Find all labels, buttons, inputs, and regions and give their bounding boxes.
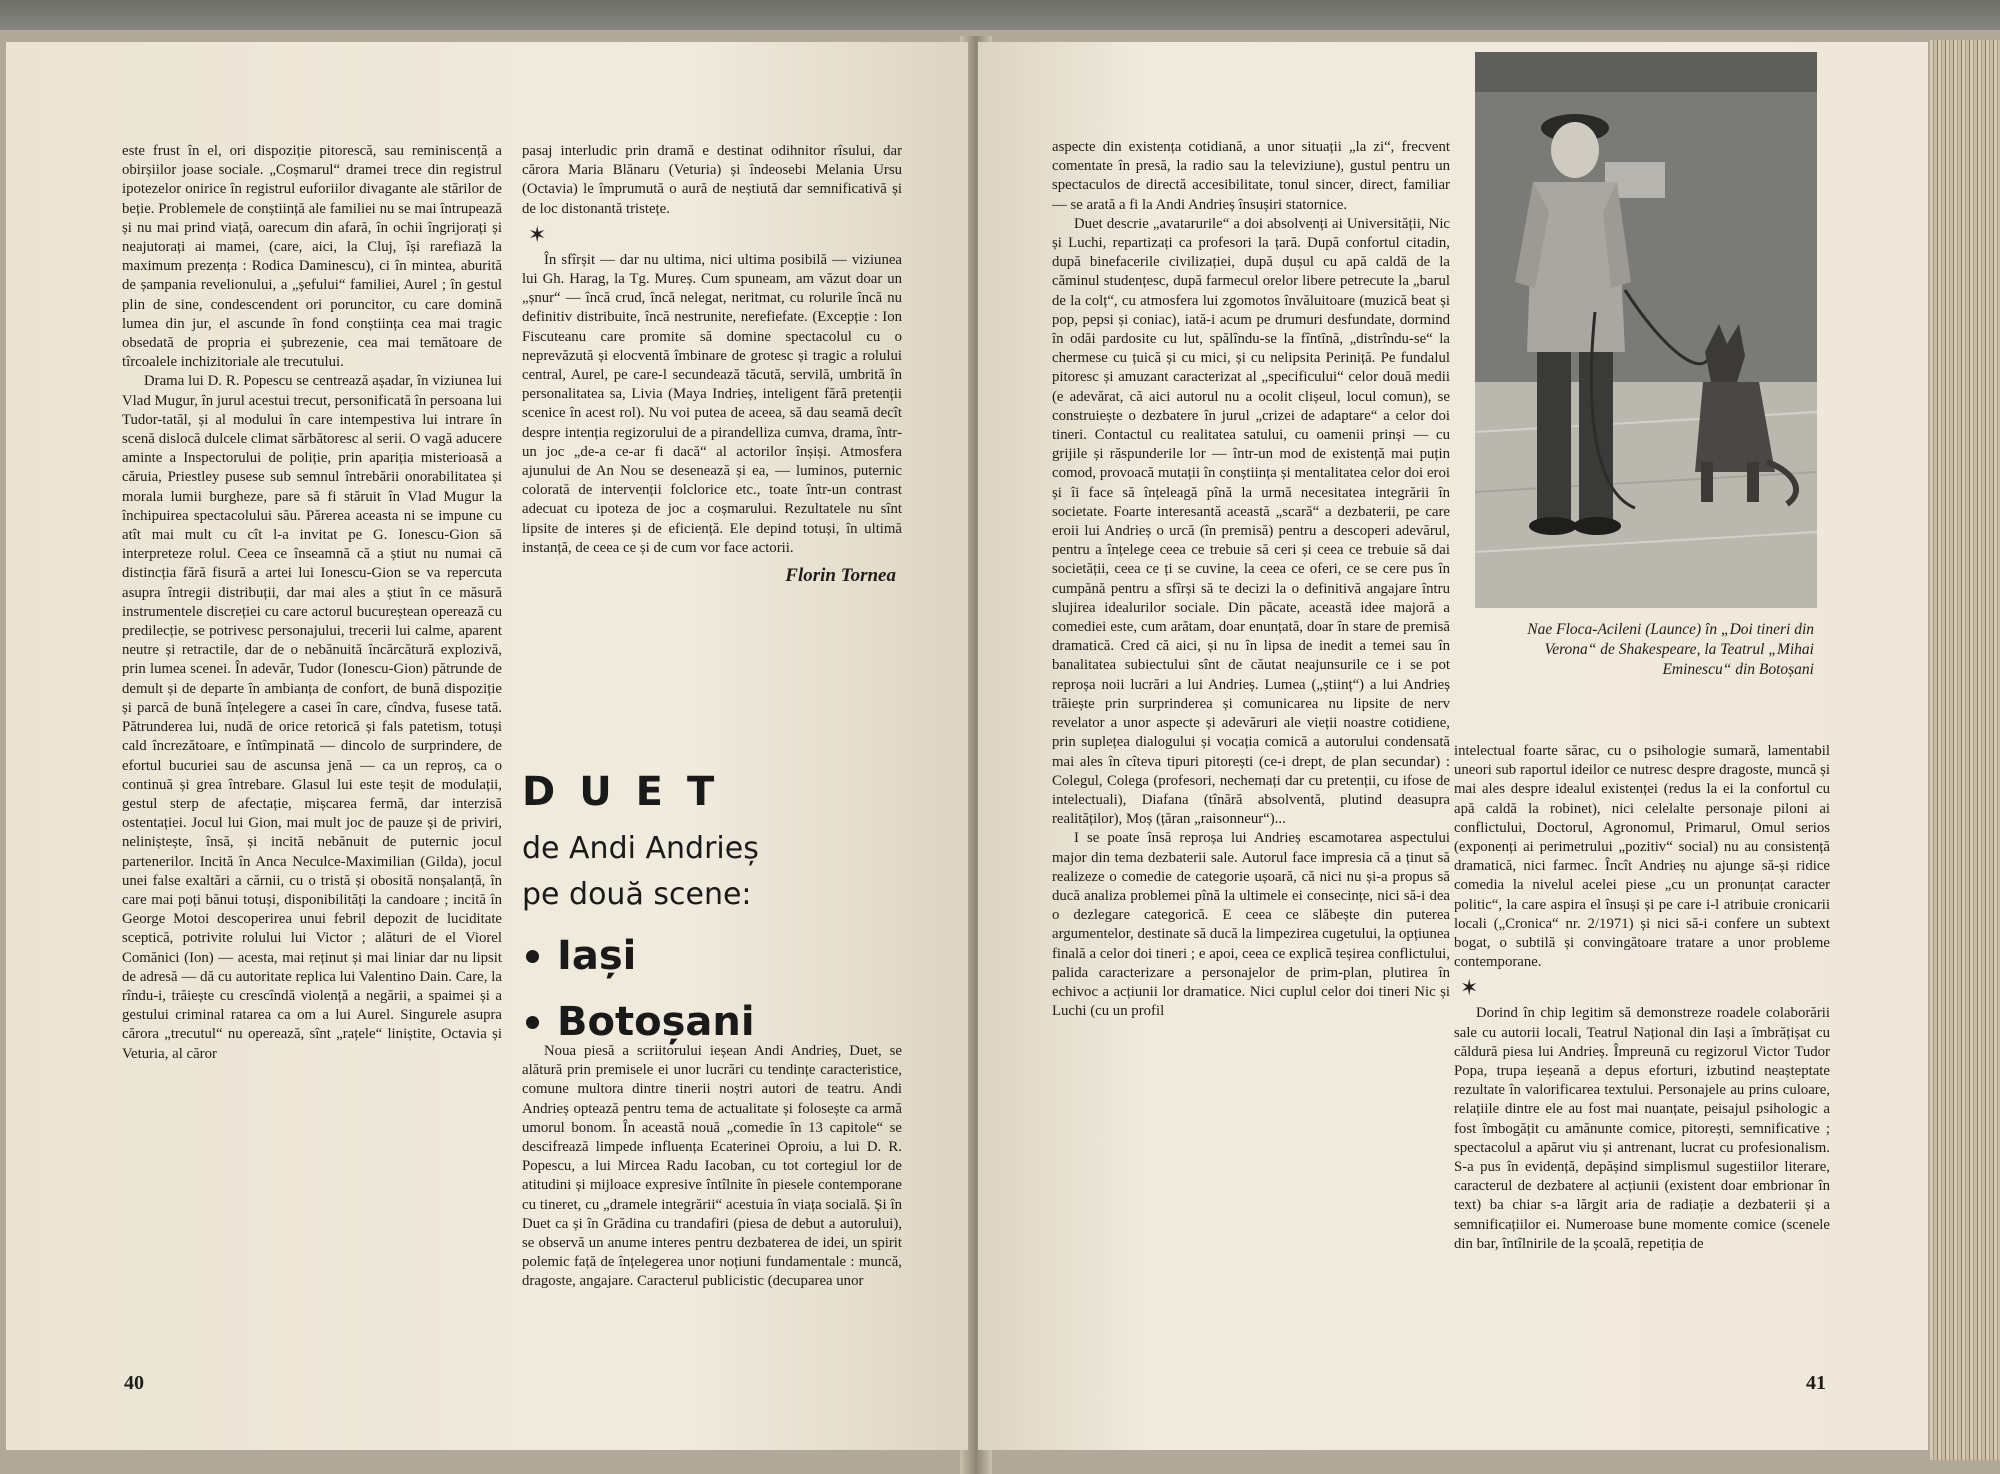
author-signature: Florin Tornea [785, 565, 896, 587]
section-separator-star: ✶ [1460, 975, 1479, 1001]
paragraph: Noua piesă a scriitorului ieșean Andi Andrieș, Duet, se alătură prin premisele ei unor lucrări cu tendințe caracteristice, comune multora dintre tinerii noștri autori de teatru. Andi Andrieș optează pentru tema de actualitate și folosește ca armă umorul bonom. În această nouă „comedie în 13 capitole“ se descifrează limpede influența Ecaterinei Oproiu, a lui D. R. Popescu, a lui Mircea Radu Iacoban, cu tot cortegiul lor de atitudini și mijloace expresive întîlnite în piesele contemporane cu tineret, cu „dramele integrării“ acestuia în viața socială. Și în Duet ca și în Grădina cu trandafiri (piesa de debut a autorului), se observă un anume interes pentru dezbaterea de idei, un spirit polemic față de înțelegerea unor noțiuni fundamentale : muncă, dragoste, angajare. Caracterul publicistic (decuparea unor [522, 1043, 902, 1290]
right-page-column-1 [1052, 138, 1450, 1021]
headline-title: DUET [522, 769, 739, 815]
page-edges [1930, 40, 2000, 1460]
bullet-dot-icon [526, 950, 539, 963]
photo-actor-with-dog [1475, 52, 1817, 608]
paragraph: aspecte din existența cotidiană, a unor situații „la zi“, frecvent comentate în presă, la radio sau la televiziune), gustul pentru un spectaculos de directă accesibilitate, tonul sincer, direct, familiar — se arată a fi la Andi Andrieș însușiri statornice. [1052, 139, 1450, 213]
page-number: 40 [124, 1372, 144, 1394]
right-page-column-2 [1454, 742, 1830, 1254]
left-page [6, 42, 968, 1450]
paragraph: În sfîrșit — dar nu ultima, nici ultima posibilă — viziunea lui Gh. Harag, la Tg. Mureș. Cum spuneam, am văzut doar un „șnur“ — încă crud, încă nelegat, neritmat, cu rolurile încă nu definitiv distribuite, încă nestrunite, nerefiefate. (Excepție : Ion Fiscuteanu care promite să domine spectacolul cu o neprevăzută și elocventă îmbinare de grotesc și tragic a rolului central, Aurel, pe care-l secundează tăcută, servilă, umbrită în personalitatea sa, Livia (Maya Indrieș, inteligent fără pretenții scenice în acest rol). Nu voi putea de aceea, să dau seamă decît despre intenția regizorului de a pirandelliza cumva, drama, într-un joc „de-a ce-ar fi dacă“ al actorilor înșiși. Atmosfera ajunului de An Nou se desenează și ea, — luminos, puternic colorată de intervenții folclorice etc., toate într-un contrast adecuat cu ipoteza de joc a coșmarului. Rezultatele nu sînt lipsite de interes și de eficiență. Ele depind totuși, în ultimă instanță, de ceea ce și de cum vor face actorii. [522, 251, 902, 556]
paragraph: Drama lui D. R. Popescu se centrează așadar, în viziunea lui Vlad Mugur, în jurul acestui trecut, personificată în persoana lui Tudor-tatăl, și al modului în care intempestiva lui intrare în scenă dislocă dulcele climat sărbătoresc al serii. O vagă aducere aminte a Inspectorului de poliție, prin apariția misterioasă a căruia, Priestley pusese sub semnul întrebării onorabilitatea și morala lumii burgheze, pare să fi stăruit în Vlad Mugur la închipuirea spectacolului său. Părerea aceasta ni se impune cu atît mai mult cu cît l-a invitat pe G. Ionescu-Gion să interpreteze rolul. Ceea ce înseamnă că a știut nu numai că distincția fără fisură a artei lui Ionescu-Gion se va repercuta asupra întregii distribuții, dar mai ales a știut în ce măsură instrumentele discreției cu care actorul bucureștean operează cu predilecție, se potrivesc personajului, trecerii lui calme, aparent neutre și retractile, dar de o nebănuită încărcătură explozivă, prin lumea scenei. În adevăr, Tudor (Ionescu-Gion) pătrunde de demult și de departe în ambianța de confort, de bună dispoziție și parcă de bună înțelegere a casei în care, cîndva, fusese tată. Pătrunderea lui, nudă de orice retorică și fals patetism, totuși cald încrezătoare, e întîmpinată — dincolo de surprindere, de efortul bucuriei sau de ascunsa jenă — ca un reproș, ca o continuă și grea întrebare. Glasul lui este teșit de modulații, gestul sterp de afectație, mișcarea fermă, dar interzisă ostentației. Jocul lui Gion, mai mult joc de pauze și de priviri, neliniștește, însă, și incită nebănuit de puternic jocul partenerilor. Incită în Anca Neculce-Maximilian (Gilda), jocul unei false exaltări a cărnii, cu o tristă și obosită nonșalanță, în care mai poți bănui totuși, disponibilități la candoare ; incită în George Motoi descoperirea unui febril depozit de luciditate sceptică, potrivite rolului lui Victor ; alături de el Viorel Comănici (Ion) — acesta, mai reținut și mai liniar dar nu lipsit de adresă — dă cu autoritate replica lui Valentino Dain. Care, la rîndu-i, trăiește cu crescîndă violență a negării, a spaimei și a gestului criminal ratarea ca om a lui Aurel. Singurele asupra cărora „trecutul“ nu operează, sînt „rațele“ liniștite, Octavia și Veturia, al căror [122, 373, 502, 1062]
paragraph: pasaj interludic prin dramă e destinat odihnitor rîsului, dar cărora Maria Blănaru (Veturia) și îndeosebi Melania Ursu (Octavia) le împrumută o aură de neștiută dar semnificativă și de loc distonantă tristețe. [522, 143, 902, 217]
bullet-dot-icon [526, 1016, 539, 1029]
headline-city [522, 996, 922, 1048]
headline-city-label: Iași [557, 933, 637, 979]
left-page-column-2-bottom [522, 1042, 902, 1292]
headline-city [522, 930, 922, 982]
article-headline [522, 766, 922, 1048]
paragraph: intelectual foarte sărac, cu o psihologie sumară, lamentabil uneori sub raportul ideilor ce nutresc despre dragoste, muncă și mai ales despre idealul existenței (redus la ei la confortul cu apă caldă la robinet), nici celelalte personaje piloni ai conflictului, Doctorul, Agronomul, Primarul, Omul serios (exponenți ai perimetrului „pozitiv“ social) nu au consistență dramatică, nici farmec. Încît Andrieș nu ajunge să-și ridice comedia la nivelul acelei piese „cu un pronunțat caracter politic“, la care aspira el însuși și pe care i-l atribuie cronicarii locali („Cronica“ nr. 2/1971) și nici să-i confere un subtext bogat, o subtilă și convingătoare tratare a unor probleme contemporane. [1454, 743, 1830, 971]
paragraph: I se poate însă reproșa lui Andrieș escamotarea aspectului major din tema dezbaterii sale. Autorul face impresia că a ținut să realizeze o comedie de categorie ușoară, că nici nu și-a propus să ducă analiza problemei pînă la ultimele ei consecințe, nici să-i dea o dezlegare categorică. E ceea ce slăbește din puterea argumentelor, destinate să ducă la limpezirea cugetului, la opțiunea finală a celor doi tineri ; e apoi, ceea ce explică teșirea conflictului, palida caracterizare a personajelor de prim-plan, plutirea în echivoc a acțiunii lor dramatice. Nici cuplul celor doi tineri Nic și Luchi (cu un profil [1052, 830, 1450, 1020]
paragraph: Duet descrie „avatarurile“ a doi absolvenți ai Universității, Nic și Luchi, repartizați ca profesori la țară. După confortul citadin, după binefacerile civilizației, după dușul cu apă caldă de la căminul studențesc, după farmecul orelor libere petrecute la „barul de la colț“, cu atmosfera lui zgomotos învăluitoare (muzică beat și pop, pepsi și coniac), iată-i acum pe drumuri desfundate, dormind în odăi pardosite cu lut, spălîndu-se la fîntînă, „distrîndu-se“ la chermese cu țuică și cu mici, și cu nelipsita Periniță. Pe fundalul pitoresc și amuzant caracterizat al „specificului“ celor două medii (e adevărat, că aici autorul nu a ocolit clișeul, locul comun), se construiește o dezbatere în jurul „crizei de adaptare“ a celor doi tineri. Contactul cu realitatea satului, cu oamenii prinși — cu grijile și răspunderile lor — într-un mod de existență mai puțin comod, provoacă mutații în conștiința și mentalitatea celor doi eroi și îi face să înțeleagă pînă la urmă necesitatea integrării în societate. Foarte interesantă această „scară“ a dezbaterii, pe care eroii lui Andrieș o urcă (în premisă) pentru a descoperi adevărul, pentru a înțelege ceea ce trebuie să ceri și ceea ce trebuie să dai societății, ceea ce ți se cuvine, la ceea ce oferi, ce se cere pus în cumpănă pentru a sfîrși să te decizi la o definitivă angajare întru slujirea idealurilor sociale. Din păcate, această idee majoră a comediei este, cum arătam, doar enunțată, doar în stare de premisă dramatică. Cred că aici, și nu în lipsa de inedit a temei sau în banalitatea subiectului sînt de căutat neajunsurile ce i se pot reproșa noii lucrări a lui Andrieș. Lumea („științ“) a lui Andrieș trăiește prin surprinderea și comunicarea nu lipsite de nerv revelator a unor aspecte și adevăruri ale vieții noastre cotidiene, prin suplețea dialogului și vocația comică a autorului condensată mai ales în cîteva tipuri pitorești (ce-i drept, de plan secundar) : Colegul, Colega (profesori, nechemați dar cu pretenții, cu ifose de intelectuali), Diafana (tînără absolventă, plutind deasupra realităților), Moș (țăran „raisonneur“)... [1052, 215, 1450, 828]
headline-subtitle: de Andi Andrieș [522, 831, 759, 866]
right-page [978, 42, 1928, 1450]
page-number: 41 [1806, 1372, 1826, 1394]
headline-subtitle: pe două scene: [522, 877, 752, 912]
headline-city-label: Botoșani [557, 999, 755, 1045]
section-separator-star: ✶ [528, 221, 547, 247]
photo-caption: Nae Floca-Acileni (Launce) în „Doi tineri din Verona“ de Shakespeare, la Teatrul „Mihai Eminescu“ din Botoșani [1527, 621, 1814, 678]
photo-illustration [1475, 52, 1817, 608]
paragraph: Dorind în chip legitim să demonstreze roadele colaborării sale cu autorii locali, Teatrul Național din Iași a îmbrățișat cu căldură piesa lui Andrieș. Împreună cu regizorul Victor Tudor Popa, trupa ieșeană a depus eforturi, izbutind neașteptate rezultate în valorificarea textului. Personajele au prins culoare, relațiile dintre ele au fost mai nuanțate, peisajul psihologic a fost îmbogățit cu amănunte comice, pitorești, semnificative ; spectacolul a apărut viu și antrenant, lucrat cu profesionalism. S-a pus în evidență, depășind simplismul sugestiilor literare, caracterul de dezbatere al acțiunii (existent doar embrionar în text) ba chiar s-a lărgit aria de radiație a dezbaterii și a semnificațiilor ei. Numeroase bune momente comice (scenele din bar, întîlnirile de la școală, repetiția de [1454, 1005, 1830, 1252]
left-page-column-1 [122, 142, 502, 1064]
left-page-column-2-top [522, 142, 902, 585]
paragraph: este frust în el, ori dispoziție pitorescă, sau reminiscență a obirșiilor joase sociale. „Coșmarul“ dramei trece din registrul ipotezelor onirice în registrul euforiilor divagante ale stărilor de beție. Problemele de conștiință ale familiei nu se mai întrupează și nu mai prind viață, oarecum din afară, în ochii îngrijorați și neajutorați ai mamei, (care, aici, la Cluj, își rarefiază la maximum prezența : Rodica Daminescu), ci în mintea, aburită de șampania revelionului, a „șefului“ familiei, Aurel ; în gestul plin de sine, condescendent ori poruncitor, cu care domină lumea din jur, el ascunde în fond conștiința cea mai tragic obsedată de propria ei șubrezenie, cea mai temătoare de tîrcoalele inchizitoriale ale trecutului. [122, 143, 502, 371]
